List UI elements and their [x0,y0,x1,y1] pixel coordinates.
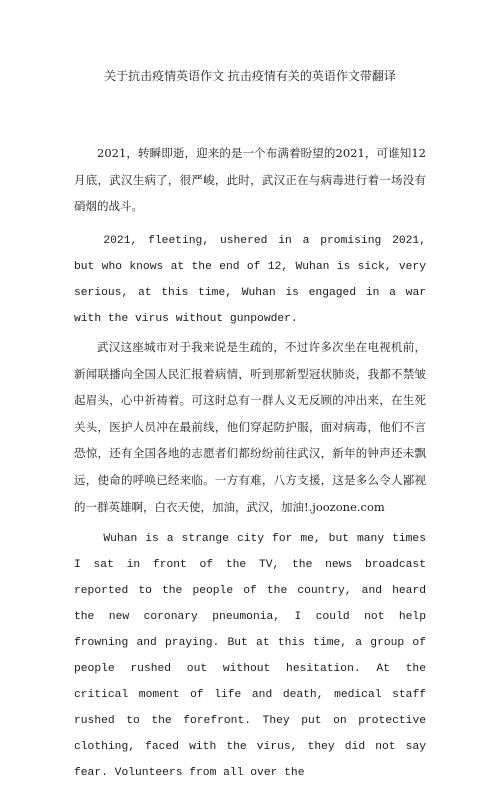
paragraph-chinese-2: 武汉这座城市对于我来说是生疏的，不过许多次坐在电视机前，新闻联播向全国人民汇报着病情，听到那新型冠状肺炎，我都不禁皱起眉头，心中祈祷着。可这时总有一群人义无反顾的冲出来，在生死关头，医护人员冲在最前线，他们穿起防护服，面对病毒，他们不言恐惊，还有全国各地的志愿者们都纷纷前往武汉，新年的钟声还未飘远，使命的呼唤已经来临。一方有难，八方支援，这是多么令人鄙视的一群英雄啊，白衣天使，加油，武汉，加油!.joozone.com [74,340,426,514]
paragraph-english-2: Wuhan is a strange city for me, but many times I sat in front of the TV, the news broadcast reported to the people of the country, and heard the new coronary pneumonia, I could not help frowning and praying. But at this time, a group of people rushed out without hesitation. At the critical moment of life and death, medical staff rushed to the forefront. They put on protective clothing, faced with the virus, they did not say fear. Volunteers from all over the [74,533,426,779]
document-title: 关于抗击疫情英语作文 抗击疫情有关的英语作文带翻译 [104,69,396,83]
paragraph-english-1: 2021, fleeting, ushered in a promising 2021, but who knows at the end of 12, Wuhan is sick, very serious, at this time, Wuhan is engaged in a war with the virus without gunpowder. [74,235,426,325]
paragraph-chinese-1: 2021，转瞬即逝，迎来的是一个布满着盼望的2021，可谁知12月底，武汉生病了，很严峻，此时，武汉正在与病毒进行着一场没有硝烟的战斗。 [74,146,426,214]
